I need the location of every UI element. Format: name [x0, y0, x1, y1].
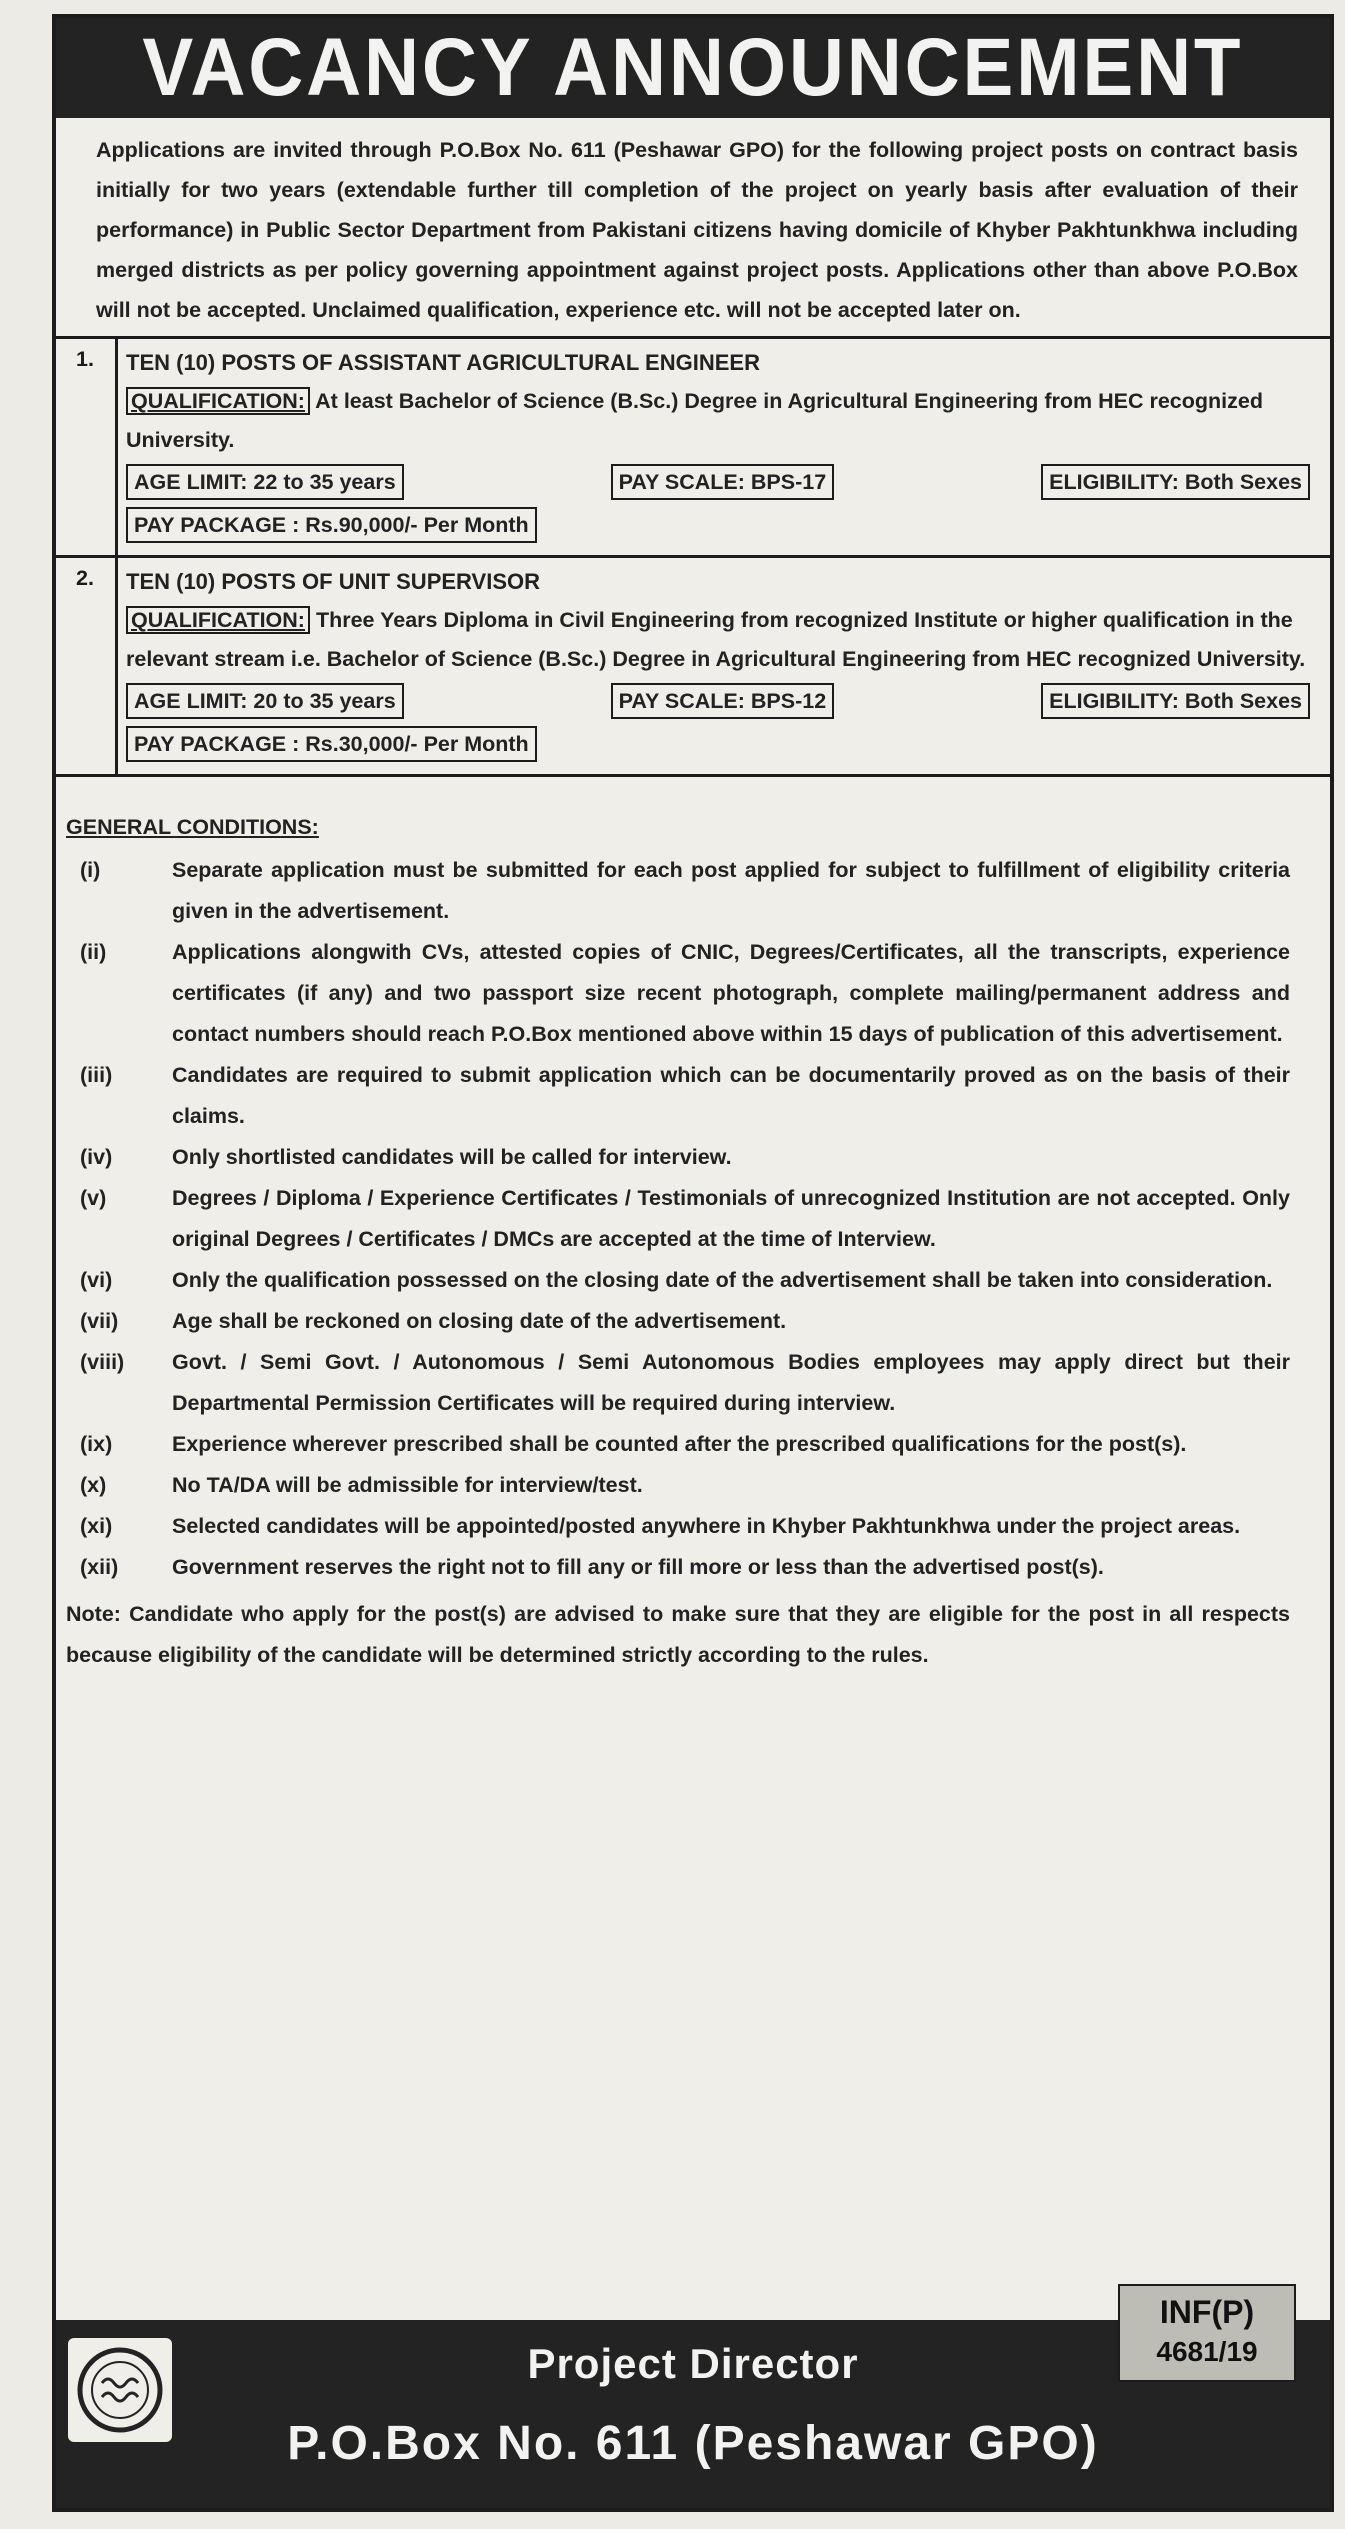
condition-text: Experience wherever prescribed shall be counted after the prescribed qualifications for the post(s). [172, 1432, 1187, 1456]
condition-item [66, 1465, 1290, 1506]
condition-text: Only shortlisted candidates will be called for interview. [172, 1145, 732, 1169]
post-qualification [126, 382, 1318, 460]
post-details-row [126, 464, 1318, 500]
post-item [56, 558, 1330, 777]
condition-index: (viii) [80, 1350, 125, 1374]
condition-index: (v) [80, 1186, 107, 1210]
postal-address: P.O.Box No. 611 (Peshawar GPO) [287, 2417, 1099, 2470]
qualification-text: At least Bachelor of Science (B.Sc.) Degree in Agricultural Engineering from HEC recognized University. [126, 389, 1263, 452]
condition-text: Only the qualification possessed on the closing date of the advertisement shall be taken into consideration. [172, 1268, 1273, 1292]
condition-item [66, 1260, 1290, 1301]
pay-scale-box: PAY SCALE: BPS-17 [611, 464, 835, 500]
pay-scale-box: PAY SCALE: BPS-12 [611, 683, 835, 719]
note-paragraph: Note: Candidate who apply for the post(s) are advised to make sure that they are eligible for the post in all respects because eligibility of the candidate will be determined strictly according to the rules. [66, 1602, 1290, 1667]
condition-text: Government reserves the right not to fill any or fill more or less than the advertised post(s). [172, 1555, 1104, 1579]
condition-text: Degrees / Diploma / Experience Certificates / Testimonials of unrecognized Institution are not accepted. Only original Degrees / Certificates / DMCs are accepted at the time of Interview. [172, 1186, 1290, 1251]
condition-text: Separate application must be submitted for each post applied for subject to fulfillment of eligibility criteria given in the advertisement. [172, 858, 1290, 923]
signatory: Project Director [527, 2340, 859, 2387]
age-limit-box: AGE LIMIT: 20 to 35 years [126, 683, 404, 719]
condition-index: (ii) [80, 940, 107, 964]
condition-text: Applications alongwith CVs, attested copies of CNIC, Degrees/Certificates, all the transcripts, experience certificates (if any) and two passport size recent photograph, complete mailing/permanent address and contact numbers should reach P.O.Box mentioned above within 15 days of publication of this advertisement. [172, 940, 1290, 1046]
condition-index: (vi) [80, 1268, 113, 1292]
condition-index: (xii) [80, 1555, 119, 1579]
eligibility-box: ELIGIBILITY: Both Sexes [1041, 464, 1310, 500]
condition-text: Selected candidates will be appointed/posted anywhere in Khyber Pakhtunkhwa under the project areas. [172, 1514, 1241, 1538]
inf-line-2: 4681/19 [1156, 2336, 1258, 2367]
condition-index: (ix) [80, 1432, 113, 1456]
post-number: 1. [56, 339, 118, 555]
condition-item [66, 932, 1290, 1055]
qualification-text: Three Years Diploma in Civil Engineering from recognized Institute or higher qualification in the relevant stream i.e. Bachelor of Science (B.Sc.) Degree in Agricultural Engineering from HEC recognized University. [126, 608, 1306, 671]
condition-text: No TA/DA will be admissible for interview/test. [172, 1473, 643, 1497]
condition-item [66, 1137, 1290, 1178]
post-body [118, 558, 1330, 774]
post-heading: TEN (10) POSTS OF ASSISTANT AGRICULTURAL ENGINEER [126, 350, 760, 375]
condition-item [66, 1506, 1290, 1547]
condition-item [66, 1342, 1290, 1424]
condition-text: Age shall be reckoned on closing date of the advertisement. [172, 1309, 787, 1333]
condition-index: (xi) [80, 1514, 113, 1538]
condition-item [66, 1178, 1290, 1260]
condition-text: Candidates are required to submit application which can be documentarily proved as on the basis of their claims. [172, 1063, 1290, 1128]
condition-index: (i) [80, 858, 101, 882]
post-details-row [126, 683, 1318, 719]
condition-index: (iv) [80, 1145, 113, 1169]
qualification-label: QUALIFICATION: [126, 606, 310, 634]
pay-package-box: PAY PACKAGE : Rs.30,000/- Per Month [126, 726, 537, 762]
post-heading: TEN (10) POSTS OF UNIT SUPERVISOR [126, 569, 540, 594]
qualification-label: QUALIFICATION: [126, 387, 310, 415]
condition-index: (vii) [80, 1309, 119, 1333]
intro-paragraph: Applications are invited through P.O.Box No. 611 (Peshawar GPO) for the following project posts on contract basis initially for two years (extendable further till completion of the project on yearly basis after evaluation of their performance) in Public Sector Department from Pakistani citizens having domicile of Khyber Pakhtunkhwa including merged districts as per policy governing appointment against project posts. Applications other than above P.O.Box will not be accepted. Unclaimed qualification, experience etc. will not be accepted later on. [56, 118, 1330, 339]
condition-item [66, 1424, 1290, 1465]
general-conditions [56, 777, 1330, 1588]
eligibility-box: ELIGIBILITY: Both Sexes [1041, 683, 1310, 719]
footer-banner [56, 2294, 1330, 2508]
pay-package-box: PAY PACKAGE : Rs.90,000/- Per Month [126, 507, 537, 543]
post-item [56, 339, 1330, 558]
post-number: 2. [56, 558, 118, 774]
condition-index: (iii) [80, 1063, 113, 1087]
page-title: VACANCY ANNOUNCEMENT [56, 18, 1330, 118]
condition-index: (x) [80, 1473, 107, 1497]
age-limit-box: AGE LIMIT: 22 to 35 years [126, 464, 404, 500]
condition-item [66, 850, 1290, 932]
condition-item [66, 1547, 1290, 1588]
inf-line-1: INF(P) [1159, 2294, 1255, 2330]
post-qualification [126, 601, 1318, 679]
vacancy-advertisement [52, 14, 1334, 2512]
condition-item [66, 1055, 1290, 1137]
post-body [118, 339, 1330, 555]
condition-item [66, 1301, 1290, 1342]
conditions-title: GENERAL CONDITIONS: [66, 815, 319, 839]
condition-text: Govt. / Semi Govt. / Autonomous / Semi Autonomous Bodies employees may apply direct but their Departmental Permission Certificates will be required during interview. [172, 1350, 1290, 1415]
